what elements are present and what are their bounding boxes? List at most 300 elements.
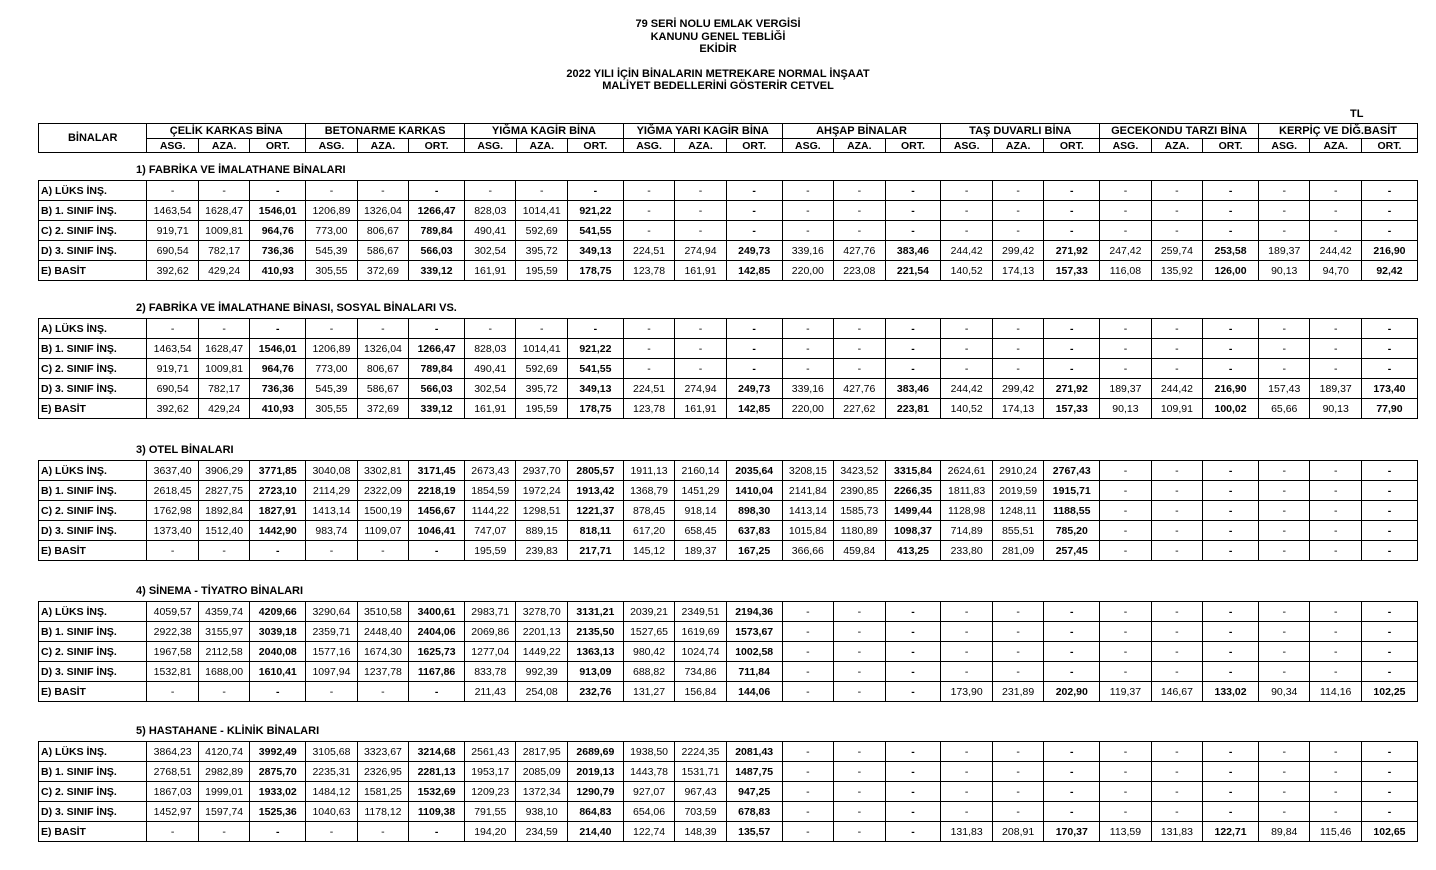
table-cell: - <box>1100 622 1151 642</box>
table-cell: - <box>1100 481 1151 501</box>
table-cell: - <box>306 682 357 702</box>
group-header-0: ÇELİK KARKAS BİNA <box>147 124 306 139</box>
table-cell: 3323,67 <box>357 742 408 762</box>
table-cell: 2673,43 <box>465 461 516 481</box>
table-cell: - <box>992 339 1043 359</box>
table-row <box>39 521 1418 541</box>
table-cell: 102,65 <box>1361 822 1417 842</box>
table-cell: 927,07 <box>623 782 674 802</box>
table-cell: 133,02 <box>1203 682 1259 702</box>
table-cell: 131,83 <box>1151 822 1202 842</box>
table-cell: - <box>1203 662 1259 682</box>
sub-header-2-1: AZA. <box>516 139 567 153</box>
table-cell: 1024,74 <box>675 642 726 662</box>
sub-header-7-0: ASG. <box>1259 139 1310 153</box>
table-cell: 224,51 <box>623 379 674 399</box>
table-cell: 1512,40 <box>198 521 249 541</box>
table-cell: - <box>250 541 306 561</box>
table-cell: - <box>1100 461 1151 481</box>
table-cell: 211,43 <box>465 682 516 702</box>
row-label: C) 2. SINIF İNŞ. <box>39 501 147 521</box>
table-cell: - <box>1310 339 1361 359</box>
table-cell: 339,12 <box>409 261 465 281</box>
table-cell: 490,41 <box>465 359 516 379</box>
table-cell: - <box>1259 359 1310 379</box>
table-cell: 967,43 <box>675 782 726 802</box>
table-cell: - <box>1259 642 1310 662</box>
table-cell: - <box>726 221 782 241</box>
table-cell: - <box>675 359 726 379</box>
table-cell: 566,03 <box>409 241 465 261</box>
table-cell: - <box>1361 221 1417 241</box>
table-cell: - <box>834 319 885 339</box>
table-cell: 918,14 <box>675 501 726 521</box>
table-cell: 1015,84 <box>782 521 833 541</box>
section-title-4: 4) SİNEMA - TİYATRO BİNALARI <box>136 585 304 597</box>
table-cell: - <box>1100 501 1151 521</box>
table-cell: 122,71 <box>1203 822 1259 842</box>
table-cell: 586,67 <box>357 379 408 399</box>
table-cell: 244,42 <box>941 241 992 261</box>
table-cell: - <box>1100 782 1151 802</box>
table-cell: - <box>1203 461 1259 481</box>
table-cell: 1674,30 <box>357 642 408 662</box>
table-cell: 173,40 <box>1361 379 1417 399</box>
table-cell: - <box>1151 602 1202 622</box>
table-cell: 983,74 <box>306 521 357 541</box>
table-cell: - <box>147 541 198 561</box>
table-cell: 2805,57 <box>567 461 623 481</box>
table-cell: - <box>409 541 465 561</box>
table-cell: 2040,08 <box>250 642 306 662</box>
section-title-1: 1) FABRİKA VE İMALATHANE BİNALARI <box>136 164 346 176</box>
table-cell: - <box>516 181 567 201</box>
table-cell: - <box>250 319 306 339</box>
table-cell: 148,39 <box>675 822 726 842</box>
table-cell: 1499,44 <box>885 501 941 521</box>
table-cell: 1531,71 <box>675 762 726 782</box>
table-cell: - <box>1100 339 1151 359</box>
table-cell: 1999,01 <box>198 782 249 802</box>
table-cell: 734,86 <box>675 662 726 682</box>
table-cell: 349,13 <box>567 241 623 261</box>
table-cell: - <box>623 319 674 339</box>
table-cell: - <box>567 181 623 201</box>
table-cell: - <box>623 181 674 201</box>
table-cell: 938,10 <box>516 802 567 822</box>
table-cell: 372,69 <box>357 399 408 419</box>
table-cell: 1209,23 <box>465 782 516 802</box>
table-cell: - <box>1203 541 1259 561</box>
table-cell: 427,76 <box>834 379 885 399</box>
table-cell: - <box>1044 662 1100 682</box>
table-cell: 216,90 <box>1203 379 1259 399</box>
table-cell: - <box>1310 802 1361 822</box>
table-cell: 271,92 <box>1044 241 1100 261</box>
table-row <box>39 822 1418 842</box>
table-cell: - <box>1310 782 1361 802</box>
table-cell: 349,13 <box>567 379 623 399</box>
table-cell: 1527,65 <box>623 622 674 642</box>
table-row <box>39 481 1418 501</box>
table-cell: - <box>834 802 885 822</box>
table-cell: - <box>1361 622 1417 642</box>
table-cell: 90,13 <box>1259 261 1310 281</box>
table-cell: 427,76 <box>834 241 885 261</box>
table-cell: - <box>1203 359 1259 379</box>
table-cell: 736,36 <box>250 241 306 261</box>
table-cell: 980,42 <box>623 642 674 662</box>
table-cell: 299,42 <box>992 241 1043 261</box>
table-cell: - <box>885 662 941 682</box>
table-cell: - <box>941 762 992 782</box>
table-cell: - <box>1044 181 1100 201</box>
table-cell: - <box>1361 602 1417 622</box>
table-cell: 658,45 <box>675 521 726 541</box>
table-cell: 2983,71 <box>465 602 516 622</box>
table-cell: 142,85 <box>726 261 782 281</box>
table-cell: - <box>1203 201 1259 221</box>
table-cell: 1610,41 <box>250 662 306 682</box>
table-cell: - <box>1361 762 1417 782</box>
table-cell: 791,55 <box>465 802 516 822</box>
table-cell: - <box>250 822 306 842</box>
table-cell: 115,46 <box>1310 822 1361 842</box>
table-cell: - <box>992 642 1043 662</box>
table-cell: - <box>1203 319 1259 339</box>
table-cell: 1915,71 <box>1044 481 1100 501</box>
table-cell: 339,16 <box>782 379 833 399</box>
table-cell: - <box>1259 201 1310 221</box>
section-table-4 <box>38 601 1418 702</box>
table-cell: 1410,04 <box>726 481 782 501</box>
table-cell: - <box>1361 481 1417 501</box>
group-header-1: BETONARME KARKAS <box>306 124 465 139</box>
table-cell: 2768,51 <box>147 762 198 782</box>
table-cell: 1014,41 <box>516 201 567 221</box>
table-cell: 1532,81 <box>147 662 198 682</box>
table-cell: - <box>1361 501 1417 521</box>
table-cell: - <box>1203 802 1259 822</box>
table-cell: 174,13 <box>992 261 1043 281</box>
table-cell: - <box>1100 742 1151 762</box>
table-cell: - <box>782 221 833 241</box>
table-cell: - <box>941 339 992 359</box>
table-cell: - <box>782 682 833 702</box>
table-cell: 392,62 <box>147 399 198 419</box>
table-cell: 217,71 <box>567 541 623 561</box>
table-row <box>39 181 1418 201</box>
table-cell: 4359,74 <box>198 602 249 622</box>
table-cell: - <box>834 221 885 241</box>
table-cell: 257,45 <box>1044 541 1100 561</box>
table-cell: - <box>992 201 1043 221</box>
table-cell: 189,37 <box>675 541 726 561</box>
table-cell: - <box>834 662 885 682</box>
table-cell: - <box>1151 319 1202 339</box>
table-cell: - <box>1310 181 1361 201</box>
table-cell: 2561,43 <box>465 742 516 762</box>
table-cell: 1178,12 <box>357 802 408 822</box>
table-cell: - <box>1361 642 1417 662</box>
table-cell: 305,55 <box>306 261 357 281</box>
table-cell: 1585,73 <box>834 501 885 521</box>
table-cell: 4059,57 <box>147 602 198 622</box>
sub-header-7-1: AZA. <box>1310 139 1361 153</box>
sub-header-6-0: ASG. <box>1100 139 1151 153</box>
table-cell: 459,84 <box>834 541 885 561</box>
table-cell: - <box>147 319 198 339</box>
table-cell: 1546,01 <box>250 339 306 359</box>
table-cell: 773,00 <box>306 221 357 241</box>
table-cell: 114,16 <box>1310 682 1361 702</box>
table-cell: - <box>675 221 726 241</box>
table-cell: 140,52 <box>941 399 992 419</box>
sub-header-2-0: ASG. <box>465 139 516 153</box>
sub-header-7-2: ORT. <box>1361 139 1417 153</box>
table-cell: 410,93 <box>250 399 306 419</box>
table-cell: 1953,17 <box>465 762 516 782</box>
table-cell: - <box>782 181 833 201</box>
table-cell: - <box>834 682 885 702</box>
table-cell: - <box>782 622 833 642</box>
table-cell: 2035,64 <box>726 461 782 481</box>
table-cell: 1413,14 <box>306 501 357 521</box>
table-cell: 102,25 <box>1361 682 1417 702</box>
table-cell: 109,91 <box>1151 399 1202 419</box>
table-cell: 1500,19 <box>357 501 408 521</box>
table-cell: - <box>726 181 782 201</box>
table-cell: 253,58 <box>1203 241 1259 261</box>
table-cell: - <box>1259 622 1310 642</box>
table-cell: - <box>1310 201 1361 221</box>
table-cell: 1573,67 <box>726 622 782 642</box>
row-label-header: BİNALAR <box>39 124 147 153</box>
row-label: D) 3. SINIF İNŞ. <box>39 521 147 541</box>
table-cell: 161,91 <box>465 261 516 281</box>
table-cell: 2910,24 <box>992 461 1043 481</box>
table-cell: 239,83 <box>516 541 567 561</box>
table-cell: - <box>1203 221 1259 241</box>
table-cell: 1625,73 <box>409 642 465 662</box>
table-cell: - <box>834 359 885 379</box>
table-cell: - <box>357 181 408 201</box>
table-cell: 157,33 <box>1044 261 1100 281</box>
row-label: D) 3. SINIF İNŞ. <box>39 662 147 682</box>
table-cell: 2982,89 <box>198 762 249 782</box>
table-cell: 1206,89 <box>306 201 357 221</box>
table-cell: 703,59 <box>675 802 726 822</box>
table-cell: - <box>834 642 885 662</box>
table-cell: 889,15 <box>516 521 567 541</box>
table-cell: 828,03 <box>465 201 516 221</box>
table-cell: 2218,19 <box>409 481 465 501</box>
table-cell: 1913,42 <box>567 481 623 501</box>
table-cell: 898,30 <box>726 501 782 521</box>
table-cell: 135,57 <box>726 822 782 842</box>
table-cell: - <box>941 319 992 339</box>
table-cell: - <box>1259 762 1310 782</box>
row-label: B) 1. SINIF İNŞ. <box>39 622 147 642</box>
table-cell: 3208,15 <box>782 461 833 481</box>
table-cell: 654,06 <box>623 802 674 822</box>
title-line-2: KANUNU GENEL TEBLİĞİ <box>650 30 786 43</box>
sub-header-1-2: ORT. <box>409 139 465 153</box>
table-cell: 302,54 <box>465 241 516 261</box>
table-cell: - <box>1044 221 1100 241</box>
table-cell: - <box>1100 602 1151 622</box>
table-cell: - <box>1203 481 1259 501</box>
table-cell: 161,91 <box>465 399 516 419</box>
currency-unit-label: TL <box>1350 108 1364 120</box>
row-label: C) 2. SINIF İNŞ. <box>39 221 147 241</box>
table-cell: - <box>1361 662 1417 682</box>
table-cell: 592,69 <box>516 221 567 241</box>
table-cell: 964,76 <box>250 221 306 241</box>
table-cell: - <box>1100 221 1151 241</box>
table-cell: - <box>885 602 941 622</box>
table-cell: - <box>1259 602 1310 622</box>
table-cell: 224,51 <box>623 241 674 261</box>
table-cell: 195,59 <box>465 541 516 561</box>
table-cell: - <box>941 802 992 822</box>
table-cell: - <box>1151 521 1202 541</box>
table-cell: 1368,79 <box>623 481 674 501</box>
table-cell: 2922,38 <box>147 622 198 642</box>
table-cell: 1098,37 <box>885 521 941 541</box>
table-cell: 1525,36 <box>250 802 306 822</box>
table-cell: 3039,18 <box>250 622 306 642</box>
table-cell: 1463,54 <box>147 201 198 221</box>
table-cell: 2194,36 <box>726 602 782 622</box>
table-cell: 223,81 <box>885 399 941 419</box>
table-cell: 156,84 <box>675 682 726 702</box>
table-row <box>39 602 1418 622</box>
table-row <box>39 261 1418 281</box>
table-cell: 1040,63 <box>306 802 357 822</box>
row-label: B) 1. SINIF İNŞ. <box>39 762 147 782</box>
table-cell: 3214,68 <box>409 742 465 762</box>
table-cell: - <box>1259 521 1310 541</box>
table-cell: - <box>782 339 833 359</box>
table-cell: - <box>1151 782 1202 802</box>
table-cell: - <box>1151 201 1202 221</box>
table-cell: - <box>726 201 782 221</box>
table-cell: 142,85 <box>726 399 782 419</box>
table-cell: 170,37 <box>1044 822 1100 842</box>
table-cell: 90,13 <box>1310 399 1361 419</box>
table-cell: - <box>992 359 1043 379</box>
table-cell: 806,67 <box>357 359 408 379</box>
table-cell: - <box>1151 481 1202 501</box>
table-cell: - <box>357 822 408 842</box>
table-cell: 1002,58 <box>726 642 782 662</box>
table-cell: - <box>992 742 1043 762</box>
table-cell: 234,59 <box>516 822 567 842</box>
table-cell: 1484,12 <box>306 782 357 802</box>
table-cell: - <box>1044 201 1100 221</box>
table-cell: - <box>1100 181 1151 201</box>
table-cell: 1577,16 <box>306 642 357 662</box>
table-row <box>39 201 1418 221</box>
table-cell: 541,55 <box>567 359 623 379</box>
table-cell: 3040,08 <box>306 461 357 481</box>
table-cell: 921,22 <box>567 339 623 359</box>
table-cell: - <box>1044 319 1100 339</box>
table-cell: - <box>1044 642 1100 662</box>
table-cell: 2349,51 <box>675 602 726 622</box>
table-cell: 157,33 <box>1044 399 1100 419</box>
table-cell: - <box>834 181 885 201</box>
table-cell: - <box>306 181 357 201</box>
table-cell: 174,13 <box>992 399 1043 419</box>
table-cell: 1487,75 <box>726 762 782 782</box>
table-cell: 2019,13 <box>567 762 623 782</box>
table-cell: - <box>1100 319 1151 339</box>
sub-header-1-0: ASG. <box>306 139 357 153</box>
table-cell: - <box>941 602 992 622</box>
table-cell: - <box>1310 481 1361 501</box>
table-cell: - <box>782 319 833 339</box>
table-cell: - <box>1203 602 1259 622</box>
table-cell: 395,72 <box>516 241 567 261</box>
table-row <box>39 802 1418 822</box>
table-cell: - <box>726 339 782 359</box>
table-cell: - <box>1044 762 1100 782</box>
section-table-5 <box>38 741 1418 842</box>
sub-header-0-1: AZA. <box>198 139 249 153</box>
table-cell: - <box>357 319 408 339</box>
table-cell: - <box>198 181 249 201</box>
group-header-6: GECEKONDU TARZI BİNA <box>1100 124 1259 139</box>
section-title-5: 5) HASTAHANE - KLİNİK BİNALARI <box>136 725 320 737</box>
table-cell: 947,25 <box>726 782 782 802</box>
table-cell: - <box>1259 319 1310 339</box>
table-cell: 782,17 <box>198 379 249 399</box>
table-cell: 1266,47 <box>409 201 465 221</box>
table-row <box>39 782 1418 802</box>
table-cell: 135,92 <box>1151 261 1202 281</box>
table-cell: 146,67 <box>1151 682 1202 702</box>
table-cell: 1442,90 <box>250 521 306 541</box>
table-cell: 1277,04 <box>465 642 516 662</box>
table-cell: 1128,98 <box>941 501 992 521</box>
table-cell: 1237,78 <box>357 662 408 682</box>
table-cell: 1109,07 <box>357 521 408 541</box>
table-cell: 274,94 <box>675 241 726 261</box>
table-cell: - <box>885 319 941 339</box>
table-cell: - <box>250 181 306 201</box>
table-cell: - <box>409 682 465 702</box>
table-cell: 3771,85 <box>250 461 306 481</box>
table-row <box>39 399 1418 419</box>
sub-header-5-0: ASG. <box>941 139 992 153</box>
table-cell: - <box>834 339 885 359</box>
table-cell: - <box>675 319 726 339</box>
table-cell: - <box>1203 339 1259 359</box>
table-cell: 305,55 <box>306 399 357 419</box>
table-cell: 864,83 <box>567 802 623 822</box>
table-cell: 1097,94 <box>306 662 357 682</box>
section-table-3 <box>38 460 1418 561</box>
table-cell: 89,84 <box>1259 822 1310 842</box>
table-cell: 244,42 <box>1310 241 1361 261</box>
table-cell: 690,54 <box>147 379 198 399</box>
table-cell: 1363,13 <box>567 642 623 662</box>
table-cell: 592,69 <box>516 359 567 379</box>
table-cell: 1938,50 <box>623 742 674 762</box>
table-cell: 208,91 <box>992 822 1043 842</box>
